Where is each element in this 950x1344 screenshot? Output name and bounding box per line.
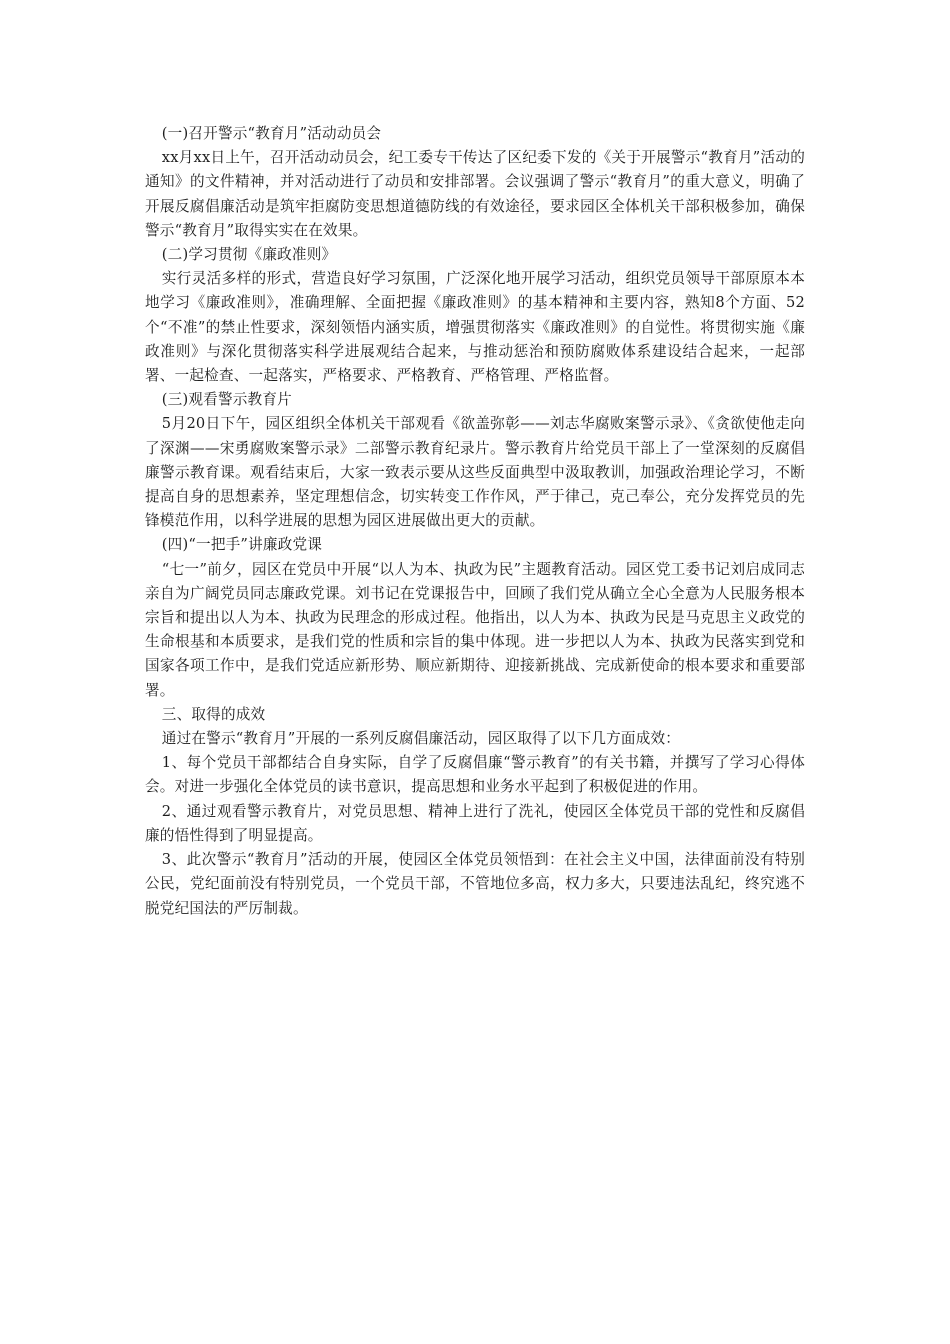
paragraph-party-lecture: “七一”前夕，园区在党员中开展“以人为本、执政为民”主题教育活动。园区党工委书记刘启成同志亲自为广阔党员同志廉政党课。刘书记在党课报告中，回顾了我们党从确立全心全意为人民服务根本宗旨和提出以人为本、执政为民理念的形成过程。他指出，以人为本、执政为民是马克思主义政党的生命根基和本质要求，是我们党的性质和宗旨的集中体现。进一步把以人为本、执政为民落实到党和国家各项工作中，是我们党适应新形势、顺应新期待、迎接新挑战、完成新使命的根本要求和重要部署。 — [145, 560, 805, 699]
document-body — [145, 122, 805, 921]
paragraph-results-intro: 通过在警示“教育月”开展的一系列反腐倡廉活动，园区取得了以下几方面成效： — [161, 730, 681, 748]
paragraph-result-1: 1、每个党员干部都结合自身实际，自学了反腐倡廉“警示教育”的有关书籍，并撰写了学习心得体会。对进一步强化全体党员的读书意识，提高思想和业务水平起到了积极促进的作用。 — [145, 754, 805, 796]
section-heading-4: (四)“一把手”讲廉政党课 — [161, 536, 323, 554]
section-heading-3: (三)观看警示教育片 — [161, 391, 292, 409]
paragraph-warning-films: 5月20日下午，园区组织全体机关干部观看《欲盖弥彰——刘志华腐败案警示录》、《贪欲使他走向了深渊——宋勇腐败案警示录》二部警示教育纪录片。警示教育片给党员干部上了一堂深刻的反腐倡廉警示教育课。观看结束后，大家一致表示要从这些反面典型中汲取教训，加强政治理论学习，不断提高自身的思想素养，坚定理想信念，切实转变工作作风，严于律己，克己奉公，充分发挥党员的先锋模范作用，以科学进展的思想为园区进展做出更大的贡献。 — [145, 415, 805, 530]
paragraph-study-guidelines: 实行灵活多样的形式，营造良好学习氛围，广泛深化地开展学习活动，组织党员领导干部原原本本地学习《廉政准则》，准确理解、全面把握《廉政准则》的基本精神和主要内容，熟知8个方面、52个“不准”的禁止性要求，深刻领悟内涵实质，增强贯彻落实《廉政准则》的自觉性。将贯彻实施《廉政准则》与深化贯彻落实科学进展观结合起来，与推动惩治和预防腐败体系建设结合起来，一起部署、一起检查、一起落实，严格要求、严格教育、严格管理、严格监督。 — [145, 270, 805, 385]
section-heading-1: (一)召开警示“教育月”活动动员会 — [161, 125, 382, 142]
section-heading-results: 三、取得的成效 — [161, 705, 266, 723]
paragraph-mobilization-meeting: xx月xx日上午，召开活动动员会，纪工委专干传达了区纪委下发的《关于开展警示“教育月”活动的通知》的文件精神，并对活动进行了动员和安排部署。会议强调了警示“教育月”的重大意义，明确了开展反腐倡廉活动是筑牢拒腐防变思想道德防线的有效途径，要求园区全体机关干部积极参加，确保警示“教育月”取得实实在在效果。 — [145, 149, 805, 239]
section-heading-2: (二)学习贯彻《廉政准则》 — [161, 246, 337, 264]
paragraph-result-3: 3、此次警示“教育月”活动的开展，使园区全体党员领悟到：在社会主义中国，法律面前没有特别公民，党纪面前没有特别党员，一个党员干部，不管地位多高，权力多大，只要违法乱纪，终究逃不脱党纪国法的严厉制裁。 — [145, 851, 805, 917]
paragraph-result-2: 2、通过观看警示教育片，对党员思想、精神上进行了洗礼，使园区全体党员干部的党性和反腐倡廉的悟性得到了明显提高。 — [145, 802, 805, 844]
